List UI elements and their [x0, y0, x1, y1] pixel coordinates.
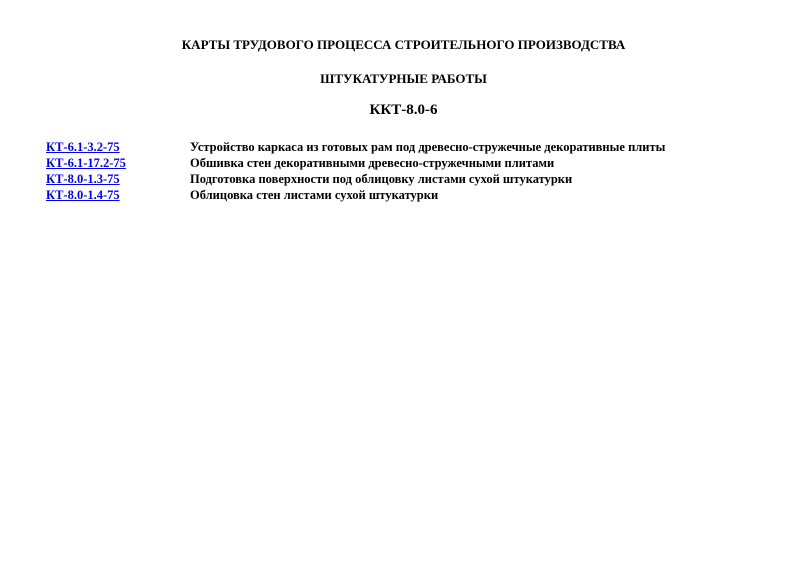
list-item	[46, 171, 786, 187]
card-list	[46, 139, 786, 203]
list-item	[46, 155, 786, 171]
list-item	[46, 139, 786, 155]
document-title: КАРТЫ ТРУДОВОГО ПРОЦЕССА СТРОИТЕЛЬНОГО ПРОИЗВОДСТВА	[181, 37, 626, 52]
card-link[interactable]: КТ-6.1-3.2-75	[46, 140, 120, 154]
card-description: Подготовка поверхности под облицовку листами сухой штукатурки	[190, 172, 573, 186]
card-link[interactable]: КТ-8.0-1.4-75	[46, 188, 120, 202]
list-item	[46, 187, 786, 203]
card-link[interactable]: КТ-6.1-17.2-75	[46, 156, 126, 170]
document-code: ККТ-8.0-6	[369, 102, 438, 118]
document-subtitle: ШТУКАТУРНЫЕ РАБОТЫ	[320, 71, 487, 86]
card-description: Облицовка стен листами сухой штукатурки	[190, 188, 439, 202]
card-description: Устройство каркаса из готовых рам под древесно-стружечные декоративные плиты	[190, 140, 666, 154]
card-link[interactable]: КТ-8.0-1.3-75	[46, 172, 120, 186]
card-description: Обшивка стен декоративными древесно-стружечными плитами	[190, 156, 555, 170]
